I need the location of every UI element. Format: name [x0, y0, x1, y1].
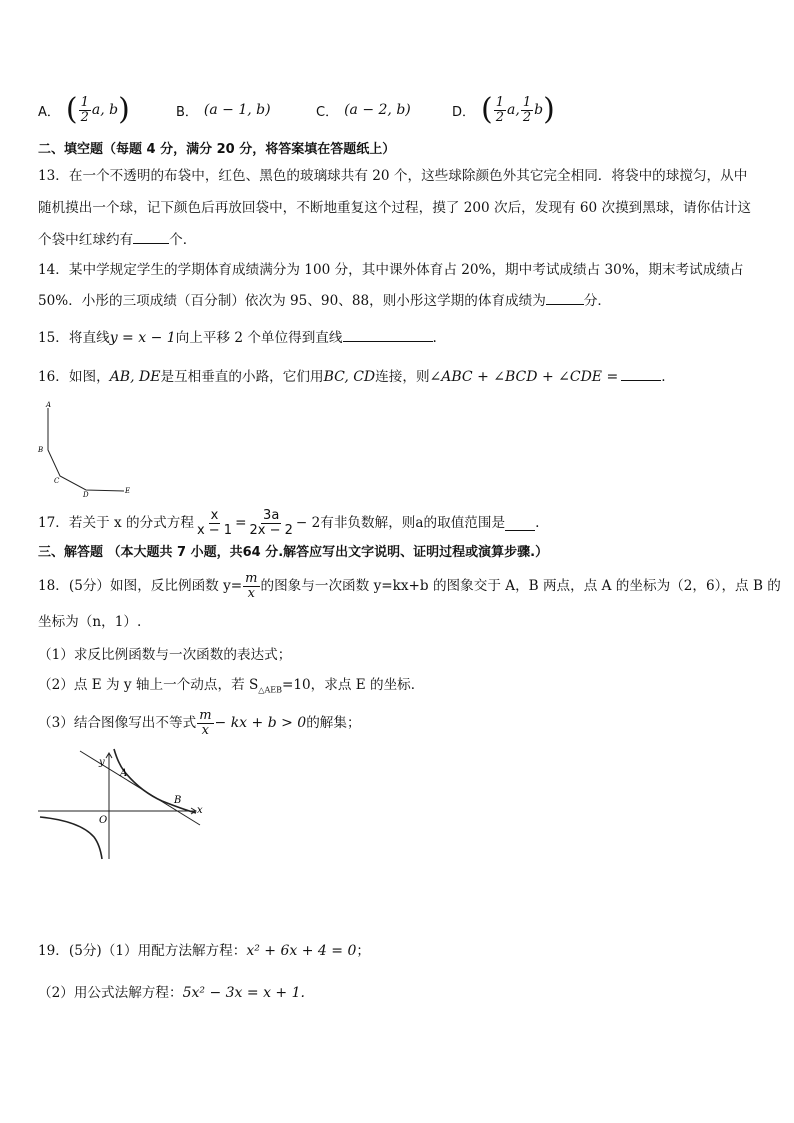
- q13-line2: 随机摸出一个球，记下颜色后再放回袋中，不断地重复这个过程，摸了 200 次后，发现有 60 次摸到黑球，请你估计这: [38, 200, 752, 216]
- q17: 17．若关于 x 的分式方程 $\frac{x}{x - 1}$ = $\frac{3a}{2x - 2}$ − 2 有非负数解，则a的取值范围是 .: [38, 507, 540, 538]
- fig16-label-c: C: [54, 477, 60, 485]
- q16-figure: [36, 400, 136, 500]
- option-b: [176, 92, 271, 128]
- q13-line1: 13．在一个不透明的布袋中，红色、黑色的玻璃球共有 20 个，这些球除颜色外其它完全相同．将袋中的球搅匀，从中: [38, 168, 748, 184]
- section-3-title: 三、解答题 （本大题共 7 小题，共64 分.解答应写出文字说明、证明过程或演算步骤.）: [38, 545, 549, 560]
- option-c: [316, 92, 411, 128]
- fig18-label-x: x: [197, 805, 203, 816]
- q15-answer-blank[interactable]: [343, 327, 433, 342]
- section-2-title: 二、填空题（每题 4 分，满分 20 分，将答案填在答题纸上）: [38, 142, 396, 157]
- option-a-label: A．: [38, 104, 60, 120]
- fig16-label-b: B: [38, 446, 44, 454]
- option-c-expr: (a − 2, b): [344, 102, 411, 118]
- option-b-expr: (a − 1, b): [203, 102, 271, 118]
- q18-part2: （2）点 E 为 y 轴上一个动点，若 $S_{\triangle AEB}=10$，求点 E 的坐标．: [38, 677, 425, 695]
- option-a: A． ( $\frac{1}{2}$ a, b ): [38, 92, 130, 127]
- option-d: D． ( $\frac{1}{2}$ a, $\frac{1}{2}$ b ): [452, 92, 555, 127]
- fig16-label-e: E: [125, 487, 131, 495]
- fig18-label-o: O: [99, 815, 108, 826]
- q16-answer-blank[interactable]: [621, 366, 661, 381]
- q18-figure: [36, 745, 206, 865]
- q14-answer-blank[interactable]: [546, 290, 584, 305]
- fig18-label-b: B: [174, 795, 182, 806]
- q19-line1: 19．(5分)（1）用配方法解方程：x² + 6x + 4 = 0；: [38, 943, 370, 959]
- q19-line2: （2）用公式法解方程：5x² − 3x = x + 1.: [38, 985, 305, 1001]
- option-d-label: D．: [452, 104, 476, 120]
- q18-part1: （1）求反比例函数与一次函数的表达式；: [38, 647, 292, 663]
- fig16-label-d: D: [83, 491, 89, 499]
- option-a-tail: a, b: [91, 102, 119, 118]
- q13-line3: 个袋中红球约有 个．: [38, 229, 196, 250]
- q18-part3: （3）结合图像写出不等式 $\frac{m}{x}$ − kx + b > 0 的解集；: [38, 707, 361, 738]
- fig18-label-a: A: [120, 768, 128, 779]
- q15: 15．将直线y = x − 1向上平移 2 个单位得到直线 .: [38, 327, 437, 348]
- q13-answer-blank[interactable]: [133, 229, 169, 244]
- option-b-label: B．: [176, 104, 198, 120]
- q14-line1: 14．某中学规定学生的学期体育成绩满分为 100 分，其中课外体育占 20%，期中考试成绩占 30%，期末考试成绩占: [38, 262, 744, 278]
- fig18-label-y: y: [99, 757, 105, 768]
- q17-answer-blank[interactable]: [505, 516, 535, 531]
- q18-line2: 坐标为（n，1）.: [38, 614, 142, 630]
- q16: 16．如图，AB, DE是互相垂直的小路，它们用BC, CD连接，则∠ABC + ∠BCD + ∠CDE = .: [38, 366, 666, 387]
- fig16-label-a: A: [46, 401, 52, 409]
- q18-line1: 18．(5分）如图，反比例函数 y= $\frac{m}{x}$ 的图象与一次函数 y=kx+b 的图象交于 A，B 两点，点 A 的坐标为（2，6），点 B 的: [38, 570, 781, 601]
- q14-line2: 50%．小彤的三项成绩（百分制）依次为 95、90、88，则小彤这学期的体育成绩为 分．: [38, 290, 611, 311]
- option-c-label: C．: [316, 104, 339, 120]
- option-a-fraction: $\frac{1}{2}$: [80, 94, 89, 125]
